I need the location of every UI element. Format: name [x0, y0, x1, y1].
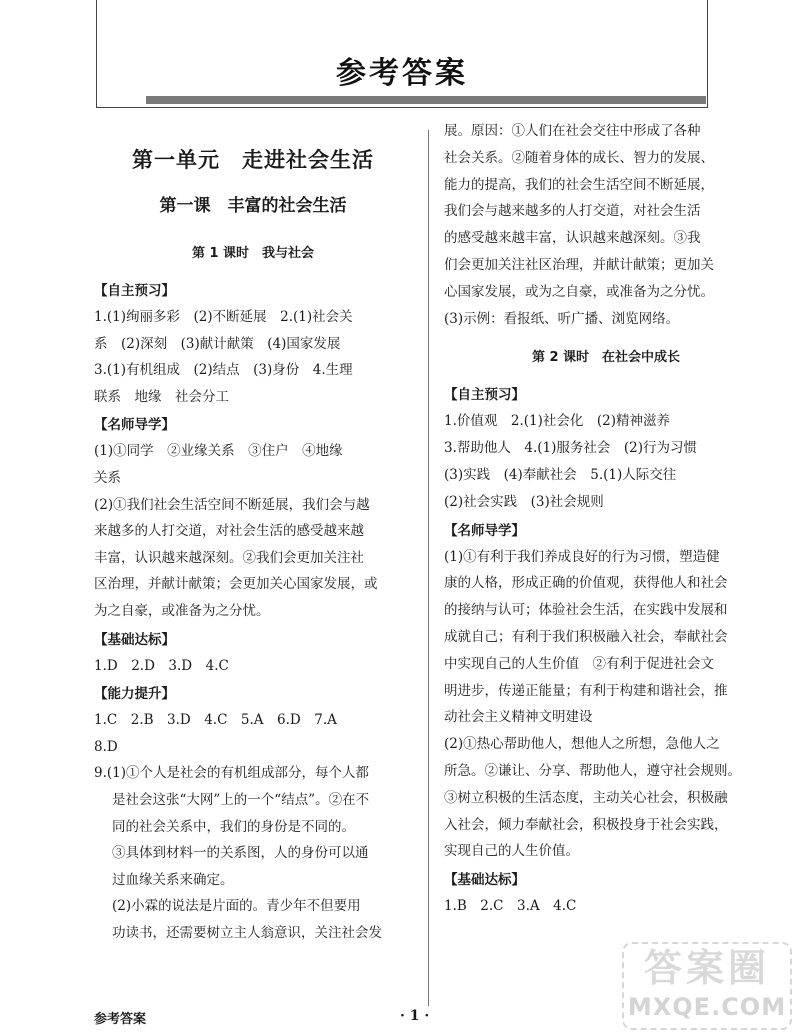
watermark-text: 答案圈 — [643, 946, 770, 990]
section-heading-preview: 【自主预习】 — [444, 387, 525, 404]
answer-line: 1.D 2.D 3.D 4.C — [94, 657, 229, 674]
answer-line: 我们会与越来越多的人打交道，对社会生活 — [444, 203, 701, 220]
lesson-title: 第一课 丰富的社会生活 — [159, 196, 347, 216]
answer-line: 展。原因：①人们在社会交往中形成了各种 — [444, 123, 701, 139]
watermark-logo — [622, 942, 792, 1030]
answer-line: 明进步，传递正能量；有利于构建和谐社会，推 — [444, 682, 728, 699]
answer-line: ③具体到材料一的关系图，人的身份可以通 — [112, 845, 369, 862]
answer-line: 1.(1)绚丽多彩 (2)不断延展 2.(1)社会关 — [94, 309, 353, 325]
answer-line: 关系 — [94, 469, 121, 486]
answer-line: 丰富，认识越来越深刻。②我们会更加关注社 — [94, 549, 364, 566]
answer-line: 来越多的人打交道，对社会生活的感受越来越 — [94, 523, 364, 540]
answer-line: 8.D — [94, 738, 118, 755]
answer-line: 能力的提高，我们的社会生活空间不断延展， — [444, 176, 714, 193]
section-heading-basic: 【基础达标】 — [94, 631, 175, 648]
answer-line: 心国家发展，或为之自豪，或准备为之分忧。 — [444, 283, 714, 300]
answer-line: (1)①同学 ②业缘关系 ③住户 ④地缘 — [94, 443, 343, 460]
answer-line: (3)示例：看报纸、听广播、浏览网络。 — [444, 310, 680, 327]
section-heading-advanced: 【能力提升】 — [94, 686, 175, 703]
watermark-url: MXQE.COM — [627, 993, 787, 1021]
answer-line: 动社会主义精神文明建设 — [444, 709, 593, 726]
answer-line: 同的社会关系中，我们的身份是不同的。 — [112, 818, 355, 835]
answer-line: 9.(1)①个人是社会的有机组成部分，每个人都 — [94, 765, 370, 782]
answer-line: 为之自豪，或准备为之分忧。 — [94, 602, 270, 619]
answer-line: 联系 地缘 社会分工 — [94, 388, 229, 405]
header-underline-bar — [146, 96, 706, 104]
answer-line: 是社会这张“大网”上的一个“结点”。②在不 — [112, 791, 370, 808]
answer-line: (2)小霖的说法是片面的。青少年不但要用 — [112, 898, 361, 915]
answer-line: (1)①有利于我们养成良好的行为习惯，塑造健 — [444, 548, 720, 565]
footer-label: 参考答案 — [94, 1012, 147, 1027]
answer-line: (2)社会实践 (3)社会规则 — [444, 493, 604, 510]
answer-line: 3.(1)有机组成 (2)结点 (3)身份 4.生理 — [94, 362, 353, 379]
answer-line: 实现自己的人生价值。 — [444, 843, 579, 860]
answer-line: 1.C 2.B 3.D 4.C 5.A 6.D 7.A — [94, 712, 337, 729]
answer-line: 3.帮助他人 4.(1)服务社会 (2)行为习惯 — [444, 440, 698, 457]
period-title: 第 2 课时 在社会中成长 — [531, 350, 681, 366]
section-heading-preview: 【自主预习】 — [94, 283, 175, 299]
answer-line: 1.价值观 2.(1)社会化 (2)精神滋养 — [444, 413, 671, 430]
answer-line: 成就自己；有利于我们积极融入社会，奉献社会 — [444, 628, 728, 645]
answer-line: (2)①热心帮助他人，想他人之所想，急他人之 — [444, 736, 720, 753]
answer-line: 的感受越来越丰富，认识越来越深刻。③我 — [444, 230, 701, 247]
answer-line: 所急。②谦让、分享、帮助他人，遵守社会规则。 — [444, 762, 741, 779]
answer-line: 中实现自己的人生价值 ②有利于促进社会文 — [444, 655, 714, 672]
answer-line: (3)实践 (4)奉献社会 5.(1)人际交往 — [444, 466, 677, 483]
answer-line: (2)①我们社会生活空间不断延展，我们会与越 — [94, 496, 370, 513]
right-column — [444, 118, 768, 920]
page-title: 参考答案 — [336, 56, 468, 91]
answer-line: 区治理，并献计献策；会更加关心国家发展，或 — [94, 576, 378, 593]
left-column — [94, 118, 412, 946]
answer-line: 们会更加关注社区治理，并献计献策；更加关 — [444, 256, 714, 273]
section-heading-guide: 【名师导学】 — [94, 417, 175, 434]
section-heading-basic: 【基础达标】 — [444, 872, 525, 889]
answer-line: 系 (2)深刻 (3)献计献策 (4)国家发展 — [94, 335, 341, 352]
column-divider — [428, 130, 429, 1006]
answer-line: 功读书，还需要树立主人翁意识，关注社会发 — [112, 924, 382, 941]
answer-line: ③树立积极的生活态度，主动关心社会，积极融 — [444, 789, 728, 806]
unit-title: 第一单元 走进社会生活 — [132, 148, 374, 172]
answer-line: 康的人格，形成正确的价值观，获得他人和社会 — [444, 575, 728, 592]
period-title: 第 1 课时 我与社会 — [191, 246, 315, 261]
answer-line: 社会关系。②随着身体的成长、智力的发展、 — [444, 149, 714, 166]
answer-line: 的接纳与认可；体验社会生活，在实践中发展和 — [444, 602, 728, 619]
answer-line: 入社会，倾力奉献社会，积极投身于社会实践， — [444, 816, 728, 833]
page-number: · 1 · — [400, 1008, 430, 1024]
answer-line: 1.B 2.C 3.A 4.C — [444, 898, 577, 915]
section-heading-guide: 【名师导学】 — [444, 522, 525, 539]
answer-line: 过血缘关系来确定。 — [112, 871, 234, 888]
